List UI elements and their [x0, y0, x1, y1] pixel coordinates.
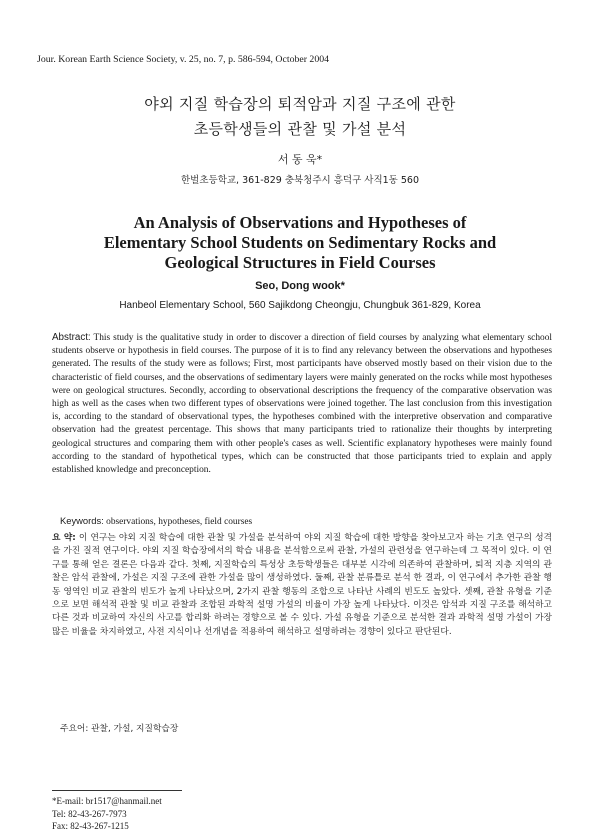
footnote [52, 795, 162, 833]
korean-keywords-text: 관찰, 가설, 지질학습장 [91, 724, 179, 734]
english-keywords [60, 515, 252, 527]
abstract-label: Abstract: [52, 332, 91, 343]
footnote-fax: Fax: 82-43-267-1215 [52, 821, 129, 832]
korean-abstract [52, 532, 552, 639]
korean-title-line-2: 초등학생들의 관찰 및 가설 분석 [193, 120, 407, 138]
english-affiliation: Hanbeol Elementary School, 560 Sajikdong Cheongju, Chungbuk 361-829, Korea [119, 300, 481, 311]
korean-title-line-1: 야외 지질 학습장의 퇴적암과 지질 구조에 관한 [144, 95, 456, 113]
english-title-line-1: An Analysis of Observations and Hypotheses of [133, 213, 467, 232]
korean-keywords [60, 721, 178, 734]
korean-abstract-text: 이 연구는 야외 지질 학습에 대한 관찰 및 가설을 분석하여 야외 지질 학습에 대한 방향을 찾아보고자 하는 기초 연구의 성격을 가진 질적 연구이다. 야외 지질 학습장에서의 학습 내용을 분석함으로써 관찰, 가설의 관련성을 연구하는데 그 목적이 있다. 이 연구를 통해 얻은 결론은 다음과 같다. 첫째, 지질학습의 특성상 초등학생들은 대부분 시각에 의존하여 관찰하며, 퇴적 지층 지역의 관찰은 암석 관찰에, 가설은 지질 구조에 관한 가설을 많이 생성하였다. 둘째, 관찰 분류틀로 분석 한 결과, 이 연구에서 추가한 관찰 행동 영역인 비교 관찰의 빈도가 높게 나타났으며, 2가지 관찰 행동의 조합으로 나타난 사례의 빈도도 높았다. 셋째, 관찰 유형을 기준으로 보면 해석적 관찰 및 비교 관찰과 조합된 과학적 설명 가설의 비율이 가장 높게 나타났다. 이것은 암석과 지질 구조를 해석하고 다른 것과 비교하여 자신의 사고를 합리화 하려는 경향으로 볼 수 있다. 가설 유형을 기준으로 분석한 결과 과학적 설명 가설이 가장 많은 비율을 차지하였고, 사전 지식이나 선개념을 적용하여 해석하고 설명하려는 경향이 있다고 판단된다. [52, 533, 552, 637]
abstract-text: This study is the qualitative study in order to discover a direction of field courses by analyzing what elementary school students observe or hypothesis in field courses. The purpose of it is to find any relevancy between the observations and hypotheses generated. The results of the study were as follows; First, most participants have observed mostly based on their vision due to the characteristic of field courses, and the observations of sedimentary layers were mainly generated on the rocks while most hypotheses were on geological structures. Secondly, according to observational descriptions the frequency of the comparative observation was high as well as the cases when two different types of observations were joined together. The last conclusion from this investigation is, according to the standard of observational types, the hypotheses combined with the interpretive observation and comparative observation had the greatest percentage. This shows that many participants tried to rationalize their thoughts by interpreting geological structures and comparing them with other people's cases as well. Scientific explanatory hypotheses were mainly found according to the standard of hypothetical types, which can be constructed that those participants tried to explain and apply established knowledge and preconception. [52, 333, 552, 476]
english-abstract [52, 331, 552, 477]
korean-keywords-label: 주요어: [60, 724, 89, 734]
korean-author: 서 동 욱* [277, 153, 323, 166]
footnote-divider [52, 790, 182, 791]
korean-abstract-label: 요 약: [52, 533, 76, 543]
korean-affiliation: 한벌초등학교, 361-829 충북청주시 흥덕구 사직1동 560 [181, 175, 419, 186]
footnote-tel: Tel: 82-43-267-7973 [52, 808, 127, 819]
journal-citation: Jour. Korean Earth Science Society, v. 25, no. 7, p. 586-594, October 2004 [37, 54, 330, 65]
keywords-text: observations, hypotheses, field courses [106, 517, 253, 527]
english-author: Seo, Dong wook* [255, 280, 345, 292]
english-title-line-2: Elementary School Students on Sedimentary Rocks and [103, 233, 497, 252]
footnote-email: *E-mail: br1517@hanmail.net [52, 796, 162, 806]
english-title-line-3: Geological Structures in Field Courses [164, 253, 436, 272]
keywords-label: Keywords: [60, 515, 104, 526]
